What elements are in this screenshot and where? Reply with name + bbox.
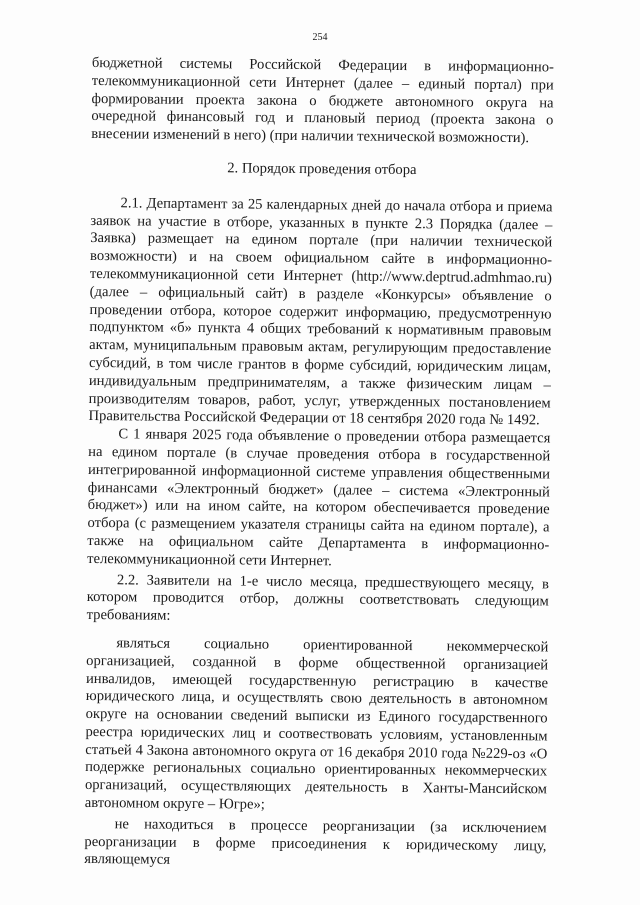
paragraph-2-2: 2.2. Заявители на 1-е число месяца, предшествующего месяцу, в котором проводится отбор, должны соответствовать следующим требованиям: bbox=[86, 571, 550, 624]
section-heading: 2. Порядок проведения отбора bbox=[227, 160, 417, 179]
page-number: 254 bbox=[312, 32, 328, 43]
paragraph-budget-system: бюджетной системы Российской Федерации в информационно-телекоммуникационной сети Интернет (далее – единый портал) при формировании проекта закона о бюджете автономного округа на очередной финансовый год и плановый период (проекта закона о внесении изменений в него) (при наличии технической возможности). bbox=[91, 55, 554, 147]
paragraph-2025-announcement: С 1 января 2025 года объявление о проведении отбора размещается на едином портале (в случае проведения отбора в государственной интегрированной информационной системе управления общественными финансами «Электронный бюджет» (далее – система «Электронный бюджет») или на ином сайте, на котором обеспечивается проведение отбора (с размещением указателя страницы сайта на едином портале), а также на официальном сайте Департамента в информационно-телекоммуникационной сети Интернет. bbox=[87, 426, 551, 570]
paragraph-requirement-nko: являться социально ориентированной некоммерческой организацией, созданной в форме общественной организацией инвалидов, имеющей государственную регистрацию в качестве юридического лица, и осуществлять свою деятельность в автономном округе на основании сведений выписки из Единого государственного реестра юридических лиц и соотвествовать условиям, установленным статьей 4 Закона автономного округа от 16 декабря 2010 года №229-оз «О подержке региональных социально ориентированных некоммерческих организаций, осуществляющих деятельность в Ханты-Мансийском автономном округе – Югре»; bbox=[84, 635, 549, 813]
document-body bbox=[84, 55, 554, 874]
paragraph-2-1: 2.1. Департамент за 25 календарных дней до начала отбора и приема заявок на участие в отборе, указанных в пункте 2.3 Порядка (далее – Заявка) размещает на едином портале (при наличии технической возможности) и на своем официальном сайте в информационно-телекоммуникационной сети Интернет (http://www.deptrud.admhmao.ru) (далее – официальный сайт) в разделе «Конкурсы» объявление о проведении отбора, которое содержит информацию, предусмотренную подпунктом «б» пункта 4 общих требований к нормативным правовым актам, муниципальным правовым актам, регулирующим предоставление субсидий, в том числе грантов в форме субсидий, юридическим лицам, индивидуальным предпринимателям, а также физическим лицам – производителям товаров, работ, услуг, утвержденных постановлением Правительства Российской Федерации от 18 сентября 2020 года № 1492. bbox=[88, 195, 553, 429]
paragraph-requirement-reorganization: не находиться в процессе реорганизации (за исключением реорганизации в форме присоединения к юридическому лицу, являющемуся bbox=[84, 816, 547, 869]
